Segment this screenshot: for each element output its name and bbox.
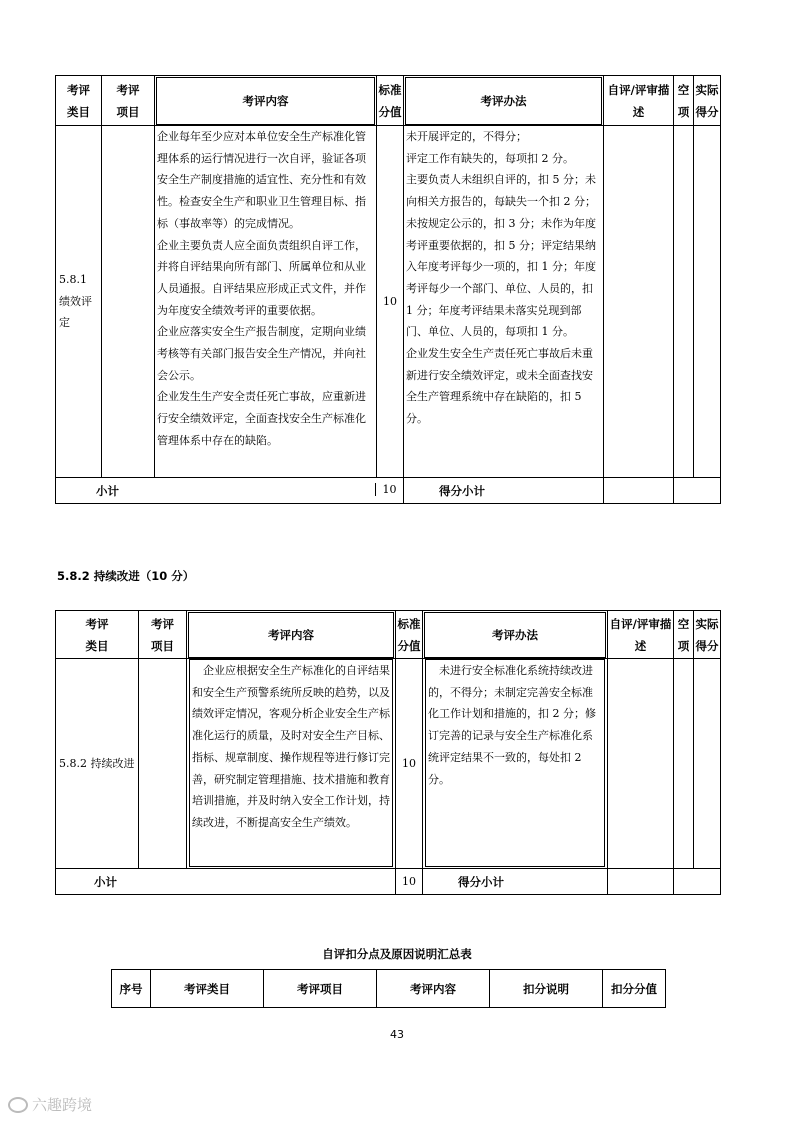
- header-standard-score: 标准 分值: [377, 76, 404, 126]
- score-subtotal-label: 得分小计: [423, 869, 608, 895]
- item-cell: [102, 126, 155, 478]
- score-subtotal-label: 得分小计: [404, 478, 604, 504]
- category-cell: 5.8.2 持续改进: [56, 659, 139, 869]
- item-cell: [139, 659, 187, 869]
- header-method: 考评办法: [404, 76, 604, 126]
- subtotal-self-review: [604, 478, 674, 504]
- summary-col-index: 序号: [112, 970, 151, 1008]
- header-empty: 空 项: [674, 76, 694, 126]
- method-cell: 未进行安全标准化系统持续改进的，不得分；未制定完善安全标准化工作计划和措施的，扣 2 分；修订完善的记录与安全生产标准化系统评定结果不一致的，每处扣 2 分。: [423, 659, 608, 869]
- header-content: 考评内容: [155, 76, 377, 126]
- header-content: 考评内容: [187, 611, 396, 659]
- subtotal-actual: [674, 478, 721, 504]
- header-actual-score: 实际 得分: [694, 611, 721, 659]
- header-actual-score: 实际 得分: [694, 76, 721, 126]
- watermark: [8, 1094, 92, 1115]
- watermark-text: 六趣跨境: [32, 1096, 93, 1114]
- category-cell: 5.8.1 绩效评 定: [56, 126, 102, 478]
- content-cell: 企业每年至少应对本单位安全生产标准化管理体系的运行情况进行一次自评，验证各项安全生产制度措施的适宜性、充分性和有效性。检查安全生产和职业卫生管理目标、指标（事故率等）的完成情况。 企业主要负责人应全面负责组织自评工作，并将自评结果向所有部门、所属单位和从业人员通报。自评结果应形成正式文件，并作为年度安全绩效考评的重要依据。 企业应落实安全生产报告制度，定期向业绩考核等有关部门报告安全生产情况，并向社会公示。 企业发生生产安全责任死亡事故，应重新进行安全绩效评定，全面查找安全生产标准化管理体系中存在的缺陷。: [155, 126, 377, 478]
- subtotal-score: 10: [375, 483, 403, 496]
- empty-cell: [674, 126, 694, 478]
- header-method: 考评办法: [423, 611, 608, 659]
- subtotal-score: 10: [396, 869, 423, 895]
- standard-score-cell: 10: [396, 659, 423, 869]
- self-review-cell: [604, 126, 674, 478]
- header-item: 考评 项目: [139, 611, 187, 659]
- section-title-5-8-2: 5.8.2 持续改进（10 分）: [57, 569, 195, 583]
- standard-score-cell: 10: [377, 126, 404, 478]
- header-item: 考评 项目: [102, 76, 155, 126]
- summary-col-item: 考评项目: [264, 970, 377, 1008]
- summary-col-deduction-score: 扣分分值: [603, 970, 666, 1008]
- header-empty: 空 项: [674, 611, 694, 659]
- header-self-review: 自评/评审描 述: [608, 611, 674, 659]
- summary-table: [111, 969, 666, 1008]
- subtotal-label: 小计 10: [56, 478, 404, 504]
- summary-col-category: 考评类目: [151, 970, 264, 1008]
- page-number: 43: [390, 1028, 404, 1041]
- self-review-cell: [608, 659, 674, 869]
- empty-cell: [674, 659, 694, 869]
- content-cell: 企业应根据安全生产标准化的自评结果和安全生产预警系统所反映的趋势，以及绩效评定情况，客观分析企业安全生产标准化运行的质量，及时对安全生产目标、指标、规章制度、操作规程等进行修订完善，研究制定管理措施、技术措施和教育培训措施，并及时纳入安全工作计划，持续改进，不断提高安全生产绩效。: [187, 659, 396, 869]
- method-cell: 未开展评定的，不得分； 评定工作有缺失的，每项扣 2 分。 主要负责人未组织自评的，扣 5 分；未向相关方报告的，每缺失一个扣 2 分；未按规定公示的，扣 3 分；未作为年度考评重要依据的，扣 5 分；评定结果纳入年度考评每少一项的，扣 1 分；年度考评每少一个部门、单位、人员的，扣 1 分；年度考评结果未落实兑现到部门、单位、人员的，每项扣 1 分。 企业发生安全生产责任死亡事故后未重新进行安全绩效评定，或未全面查找安全生产管理系统中存在缺陷的，扣 5 分。: [404, 126, 604, 478]
- assessment-table-5-8-1: [55, 75, 721, 504]
- header-category: 考评 类目: [56, 611, 139, 659]
- summary-col-deduction-note: 扣分说明: [490, 970, 603, 1008]
- watermark-logo-icon: [8, 1097, 28, 1113]
- summary-col-content: 考评内容: [377, 970, 490, 1008]
- header-category: 考评 类目: [56, 76, 102, 126]
- actual-score-cell: [694, 126, 721, 478]
- header-standard-score: 标准 分值: [396, 611, 423, 659]
- subtotal-actual: [674, 869, 721, 895]
- assessment-table-5-8-2: [55, 610, 721, 895]
- subtotal-self-review: [608, 869, 674, 895]
- subtotal-label: 小计: [56, 869, 396, 895]
- actual-score-cell: [694, 659, 721, 869]
- summary-table-title: 自评扣分点及原因说明汇总表: [322, 947, 472, 961]
- header-self-review: 自评/评审描 述: [604, 76, 674, 126]
